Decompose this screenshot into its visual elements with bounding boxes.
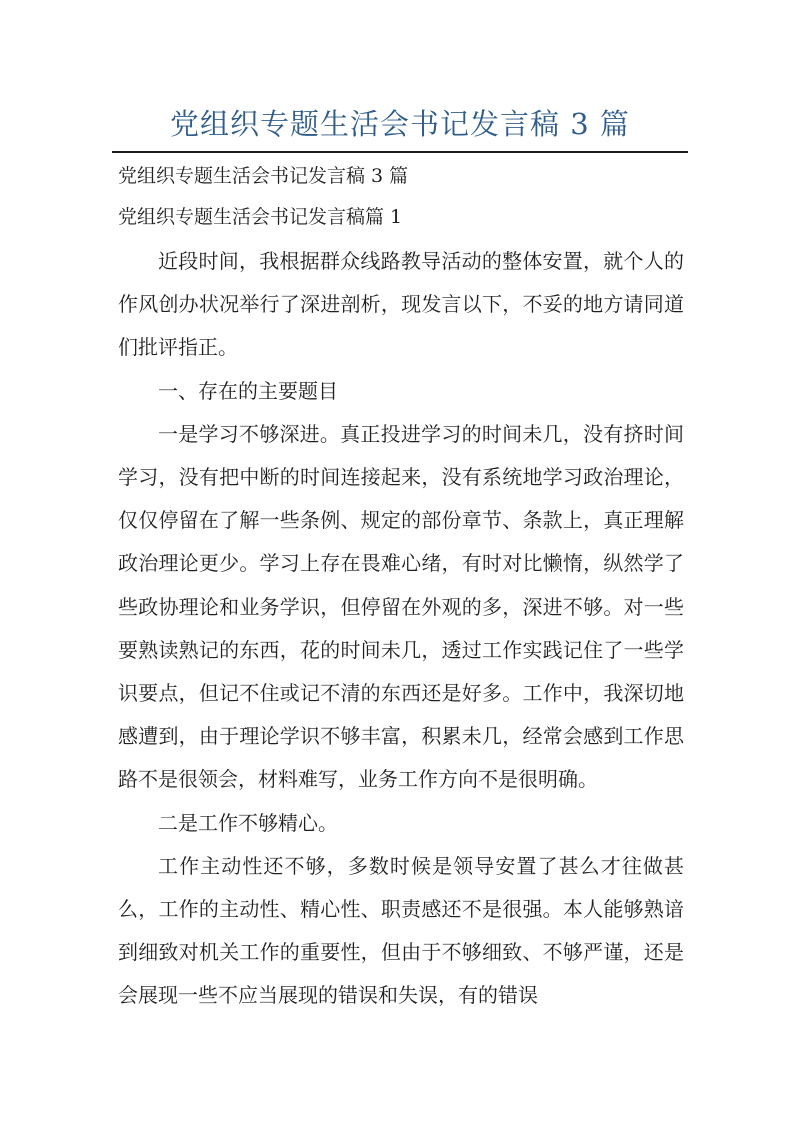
document-body <box>118 240 684 1018</box>
work-paragraph: 工作主动性还不够，多数时候是领导安置了甚么才往做甚么，工作的主动性、精心性、职责感还不是很强。本人能够熟谙到细致对机关工作的重要性，但由于不够细致、不够严谨，还是会展现一些不应当展现的错误和失误，有的错误 <box>118 853 684 1008</box>
work-heading: 二是工作不够精心。 <box>158 810 338 835</box>
document-subtitle: 党组织专题生活会书记发言稿 3 篇 <box>118 165 409 187</box>
section-heading: 党组织专题生活会书记发言稿篇 1 <box>118 206 403 228</box>
document-title: 党组织专题生活会书记发言稿 3 篇 <box>170 107 630 141</box>
title-divider <box>112 151 688 153</box>
problems-heading: 一、存在的主要题目 <box>158 378 338 403</box>
study-paragraph: 一是学习不够深进。真正投进学习的时间未几，没有挤时间学习，没有把中断的时间连接起来，没有系统地学习政治理论，仅仅停留在了解一些条例、规定的部份章节、条款上，真正理解政治理论更少。学习上存在畏难心绪，有时对比懒惰，纵然学了些政协理论和业务学识，但停留在外观的多，深进不够。对一些要熟读熟记的东西，花的时间未几，透过工作实践记住了一些学识要点，但记不住或记不清的东西还是好多。工作中，我深切地感遭到，由于理论学识不够丰富，积累未几，经常会感到工作思路不是很领会，材料难写，业务工作方向不是很明确。 <box>118 421 684 792</box>
intro-paragraph: 近段时间，我根据群众线路教导活动的整体安置，就个人的作风创办状况举行了深进剖析，现发言以下，不妥的地方请同道们批评指正。 <box>118 249 684 360</box>
